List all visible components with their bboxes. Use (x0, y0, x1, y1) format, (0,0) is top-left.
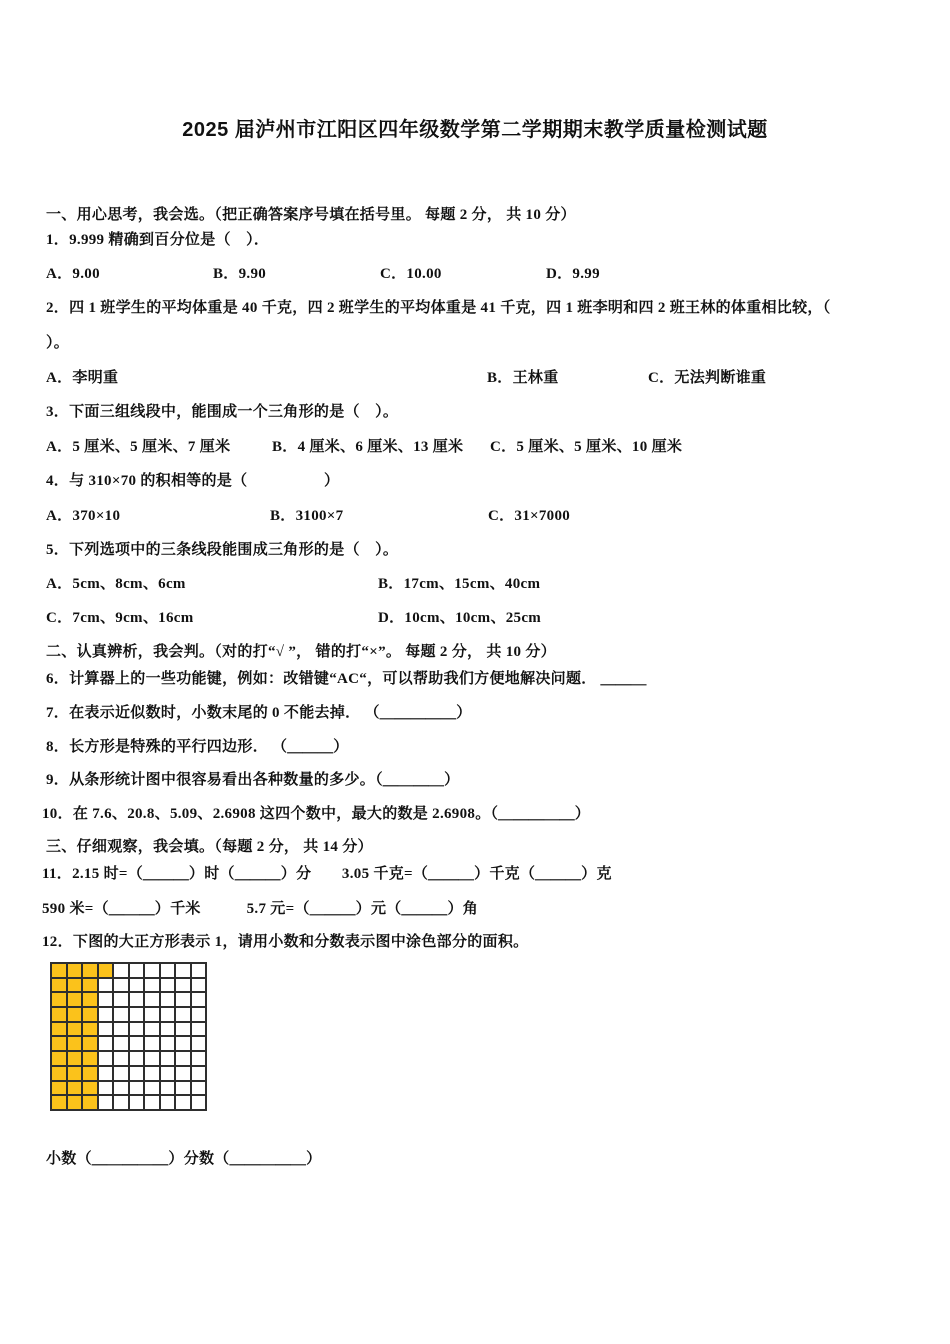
hundred-grid (50, 962, 207, 1111)
question-12: 12．下图的大正方形表示 1，请用小数和分数表示图中涂色部分的面积。 (42, 934, 529, 950)
grid-cell-shaded (82, 978, 98, 993)
grid-cell-shaded (51, 978, 67, 993)
grid-cell (98, 1022, 114, 1037)
grid-cell (129, 1066, 145, 1081)
grid-cell-shaded (82, 1007, 98, 1022)
grid-cell (144, 978, 160, 993)
question-10: 10．在 7.6、20.8、5.09、2.6908 这四个数中，最大的数是 2.6908。（＿＿＿＿＿） (42, 806, 591, 822)
section-one-header: 一、用心思考，我会选。（把正确答案序号填在括号里。 每题 2 分， 共 10 分） (46, 207, 576, 223)
grid-cell-shaded (82, 1081, 98, 1096)
grid-cell (144, 1051, 160, 1066)
grid-cell-shaded (82, 1066, 98, 1081)
question-5: 5．下列选项中的三条线段能围成三角形的是（ ）。 (46, 542, 399, 558)
grid-cell (98, 992, 114, 1007)
question-4-option-b: B．3100×7 (270, 508, 344, 524)
grid-cell (191, 978, 207, 993)
question-11-line1: 11．2.15 时=（＿＿＿）时（＿＿＿）分 3.05 千克=（＿＿＿）千克（＿＿＿）克 (42, 866, 612, 882)
grid-cell (175, 1036, 191, 1051)
grid-cell-shaded (51, 963, 67, 978)
grid-cell (113, 1081, 129, 1096)
grid-cell-shaded (82, 963, 98, 978)
grid-cell-shaded (67, 1051, 83, 1066)
grid-cell (144, 1022, 160, 1037)
grid-cell (175, 1081, 191, 1096)
grid-cell-shaded (67, 1022, 83, 1037)
question-2-option-a: A．李明重 (46, 370, 119, 386)
grid-cell-shaded (67, 963, 83, 978)
grid-cell (160, 1022, 176, 1037)
grid-cell (144, 1095, 160, 1110)
question-8: 8．长方形是特殊的平行四边形． （＿＿＿） (46, 739, 349, 755)
grid-cell (191, 1007, 207, 1022)
grid-cell (113, 992, 129, 1007)
grid-cell (160, 1066, 176, 1081)
grid-cell (191, 992, 207, 1007)
question-1-option-d: D．9.99 (546, 266, 600, 282)
grid-cell (175, 1022, 191, 1037)
grid-cell-shaded (82, 992, 98, 1007)
grid-cell (191, 1095, 207, 1110)
grid-cell (98, 1051, 114, 1066)
question-2-option-c: C．无法判断谁重 (648, 370, 767, 386)
question-5-option-b: B．17cm、15cm、40cm (378, 576, 541, 592)
grid-cell (129, 1051, 145, 1066)
grid-cell-shaded (51, 1036, 67, 1051)
grid-cell (191, 1022, 207, 1037)
grid-cell (98, 978, 114, 993)
grid-cell (113, 978, 129, 993)
question-4: 4．与 310×70 的积相等的是（ ） (46, 473, 340, 489)
grid-cell (129, 1022, 145, 1037)
question-3-option-a: A．5 厘米、5 厘米、7 厘米 (46, 439, 231, 455)
question-2-line2: ）。 (46, 335, 70, 351)
grid-cell (113, 1066, 129, 1081)
grid-cell (144, 963, 160, 978)
grid-cell (129, 1036, 145, 1051)
grid-cell (129, 992, 145, 1007)
grid-cell (175, 1051, 191, 1066)
grid-cell-shaded (51, 1007, 67, 1022)
grid-cell-shaded (67, 1095, 83, 1110)
question-1-option-b: B．9.90 (213, 266, 267, 282)
grid-cell (144, 1036, 160, 1051)
question-9: 9．从条形统计图中很容易看出各种数量的多少。（＿＿＿＿） (46, 772, 460, 788)
grid-cell-shaded (98, 963, 114, 978)
grid-cell (160, 978, 176, 993)
grid-cell (129, 1095, 145, 1110)
grid-cell (160, 1095, 176, 1110)
grid-cell (144, 1007, 160, 1022)
grid-cell-shaded (51, 1051, 67, 1066)
grid-cell-shaded (51, 1022, 67, 1037)
question-12-answer-line: 小数（＿＿＿＿＿）分数（＿＿＿＿＿） (46, 1151, 322, 1167)
grid-cell-shaded (67, 1066, 83, 1081)
question-2-line1: 2．四 1 班学生的平均体重是 40 千克，四 2 班学生的平均体重是 41 千克，四 1 班李明和四 2 班王林的体重相比较，（ (46, 300, 831, 316)
grid-cell-shaded (51, 1066, 67, 1081)
grid-cell (113, 1022, 129, 1037)
grid-cell (98, 1066, 114, 1081)
question-3: 3．下面三组线段中，能围成一个三角形的是（ ）。 (46, 404, 399, 420)
grid-cell-shaded (82, 1095, 98, 1110)
question-1-option-c: C．10.00 (380, 266, 442, 282)
question-1-option-a: A．9.00 (46, 266, 100, 282)
grid-cell (144, 992, 160, 1007)
grid-cell (175, 978, 191, 993)
grid-cell-shaded (67, 1007, 83, 1022)
grid-cell-shaded (67, 1036, 83, 1051)
grid-cell (175, 1066, 191, 1081)
grid-cell (175, 963, 191, 978)
grid-cell (160, 1007, 176, 1022)
grid-cell (113, 1095, 129, 1110)
grid-cell (160, 1081, 176, 1096)
question-1: 1．9.999 精确到百分位是（ ）． (46, 232, 270, 248)
grid-cell (98, 1007, 114, 1022)
grid-cell (113, 1007, 129, 1022)
question-7: 7．在表示近似数时，小数末尾的 0 不能去掉． （＿＿＿＿＿） (46, 705, 472, 721)
question-3-option-b: B．4 厘米、6 厘米、13 厘米 (272, 439, 464, 455)
grid-cell (129, 963, 145, 978)
grid-cell (98, 1036, 114, 1051)
grid-cell (129, 1007, 145, 1022)
grid-cell-shaded (82, 1051, 98, 1066)
grid-cell-shaded (67, 992, 83, 1007)
section-two-header: 二、认真辨析，我会判。（对的打“√ ”， 错的打“×”。 每题 2 分， 共 10 分） (46, 644, 556, 660)
grid-cell (160, 992, 176, 1007)
question-2-option-b: B．王林重 (487, 370, 559, 386)
grid-cell (175, 1007, 191, 1022)
grid-cell (98, 1081, 114, 1096)
question-3-option-c: C．5 厘米、5 厘米、10 厘米 (490, 439, 683, 455)
grid-cell (175, 992, 191, 1007)
grid-cell (160, 963, 176, 978)
grid-cell-shaded (51, 992, 67, 1007)
grid-cell (191, 963, 207, 978)
grid-cell (113, 963, 129, 978)
question-11-line2: 590 米=（＿＿＿）千米 5.7 元=（＿＿＿）元（＿＿＿）角 (42, 901, 479, 917)
grid-cell (191, 1066, 207, 1081)
question-5-option-d: D．10cm、10cm、25cm (378, 610, 542, 626)
grid-cell (129, 978, 145, 993)
grid-cell-shaded (82, 1036, 98, 1051)
question-4-option-a: A．370×10 (46, 508, 121, 524)
grid-cell (113, 1051, 129, 1066)
grid-cell (144, 1081, 160, 1096)
page-title: 2025 届泸州市江阳区四年级数学第二学期期末教学质量检测试题 (182, 119, 768, 141)
grid-cell (113, 1036, 129, 1051)
grid-cell (129, 1081, 145, 1096)
grid-cell (191, 1081, 207, 1096)
grid-cell (98, 1095, 114, 1110)
grid-cell (191, 1051, 207, 1066)
question-5-option-c: C．7cm、9cm、16cm (46, 610, 194, 626)
grid-cell-shaded (67, 1081, 83, 1096)
grid-cell-shaded (51, 1081, 67, 1096)
question-5-option-a: A．5cm、8cm、6cm (46, 576, 186, 592)
grid-cell (191, 1036, 207, 1051)
grid-cell (175, 1095, 191, 1110)
grid-cell-shaded (67, 978, 83, 993)
grid-cell (144, 1066, 160, 1081)
question-6: 6．计算器上的一些功能键，例如：改错键“AC“，可以帮助我们方便地解决问题． ＿＿＿ (46, 671, 647, 687)
grid-cell-shaded (51, 1095, 67, 1110)
grid-cell-shaded (82, 1022, 98, 1037)
question-4-option-c: C．31×7000 (488, 508, 571, 524)
section-three-header: 三、仔细观察，我会填。（每题 2 分， 共 14 分） (46, 839, 373, 855)
grid-cell (160, 1051, 176, 1066)
grid-cell (160, 1036, 176, 1051)
